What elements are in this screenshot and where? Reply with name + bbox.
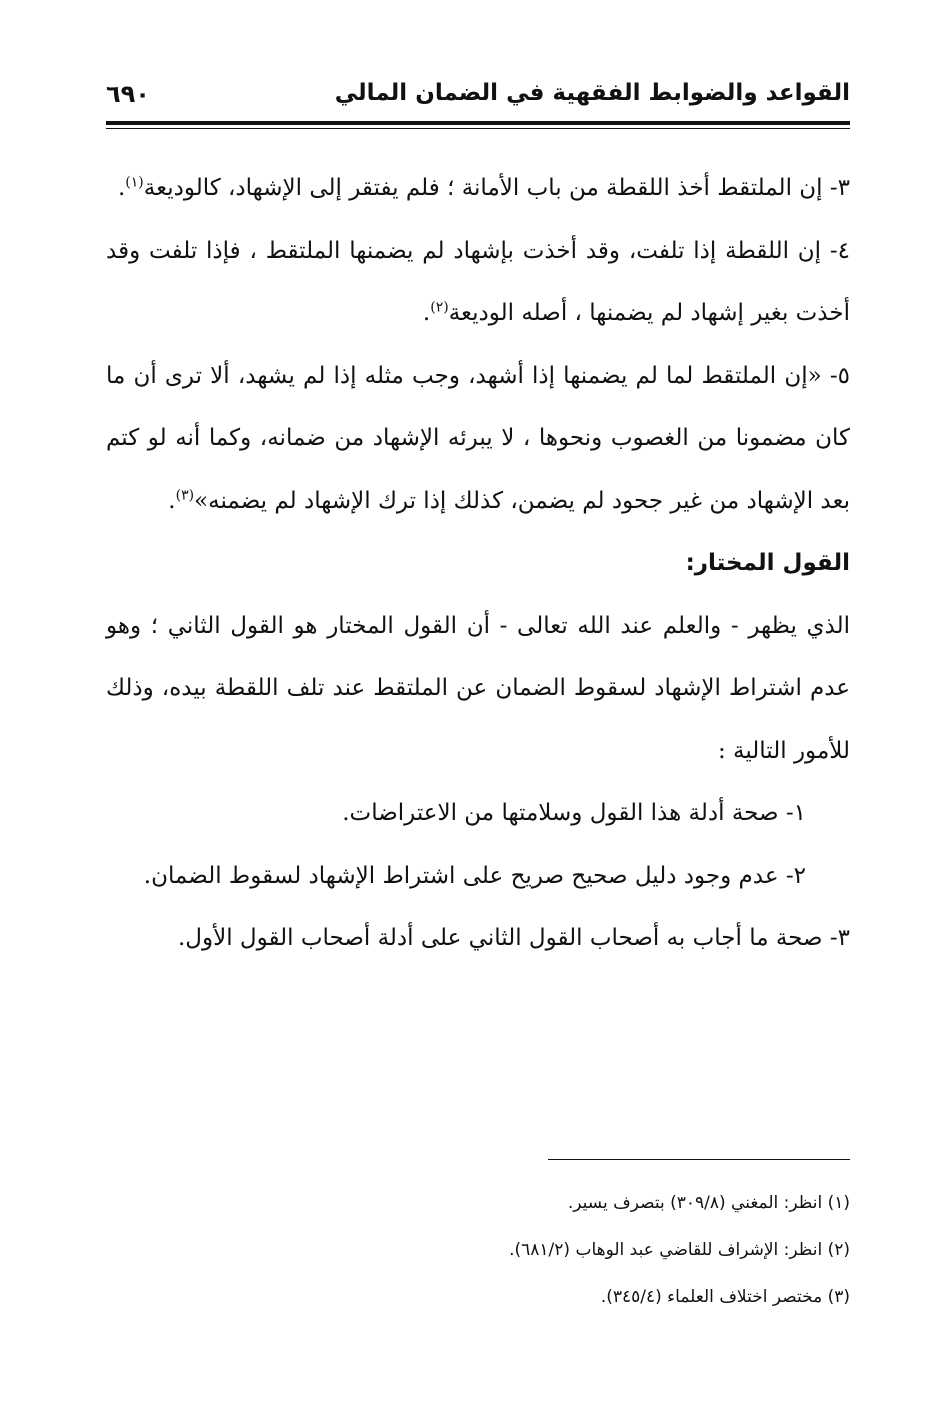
main-text [106,157,850,970]
paragraph-point-5 [106,345,850,533]
footnote-3: (٣) مختصر اختلاف العلماء (٣٤٥/٤). [600,1287,850,1307]
reason-item-1: ١- صحة أدلة هذا القول وسلامتها من الاعتراضات. [342,800,806,826]
paragraph-point-4 [106,220,850,345]
header-rule-thick [106,121,850,125]
paragraph-point-3 [106,157,850,220]
footnote-1: (١) انظر: المغني (٣٠٩/٨) بتصرف يسير. [567,1193,850,1213]
footnote-ref-1: (١) [125,174,144,191]
section-heading: القول المختار: [685,550,850,576]
paragraph-end: . [422,300,431,326]
paragraph-text: ٣- إن الملتقط أخذ اللقطة من باب الأمانة ؛ فلم يفتقر إلى الإشهاد، كالوديعة [143,175,850,201]
footnote-separator [548,1159,850,1160]
reason-item-2: ٢- عدم وجود دليل صحيح صريح على اشتراط الإشهاد لسقوط الضمان. [143,862,806,889]
paragraph-text: ٤- إن اللقطة إذا تلفت، وقد أخذت بإشهاد لم يضمنها الملتقط ، فإذا تلفت وقد أخذت بغير إشهاد لم يضمنها ، أصله الوديعة [106,237,850,326]
paragraph-text: ٥- «إن الملتقط لما لم يضمنها إذا أشهد، وجب مثله إذا لم يشهد، ألا ترى أن ما كان مضمونا من الغصوب ونحوها ، لا يبرئه الإشهاد من ضمانه، وكما أنه لو كتم بعد الإشهاد من غير جحود لم يضمن، كذلك إذا ترك الإشهاد لم يضمنه» [106,362,850,514]
conclusion-paragraph: الذي يظهر - والعلم عند الله تعالى - أن القول المختار هو القول الثاني ؛ وهو عدم اشتراط الإشهاد لسقوط الضمان عن الملتقط عند تلف اللقطة بيده، وذلك للأمور التالية : [106,612,850,764]
running-title: القواعد والضوابط الفقهية في الضمان المالي [334,80,850,106]
footnote-2: (٢) انظر: الإشراف للقاضي عبد الوهاب (٦٨١/٢). [509,1240,850,1260]
header-rule-thin [106,128,850,129]
reason-item-3: ٣- صحة ما أجاب به أصحاب القول الثاني على أدلة أصحاب القول الأول. [177,925,850,951]
page-number: ٦٩٠ [106,80,150,108]
paragraph-end: . [168,487,176,514]
footnotes [106,1180,850,1321]
footnote-ref-2: (٢) [430,299,449,316]
paragraph-end: . [117,175,126,201]
footnote-ref-3: (٣) [175,486,195,503]
page-header [106,78,850,118]
